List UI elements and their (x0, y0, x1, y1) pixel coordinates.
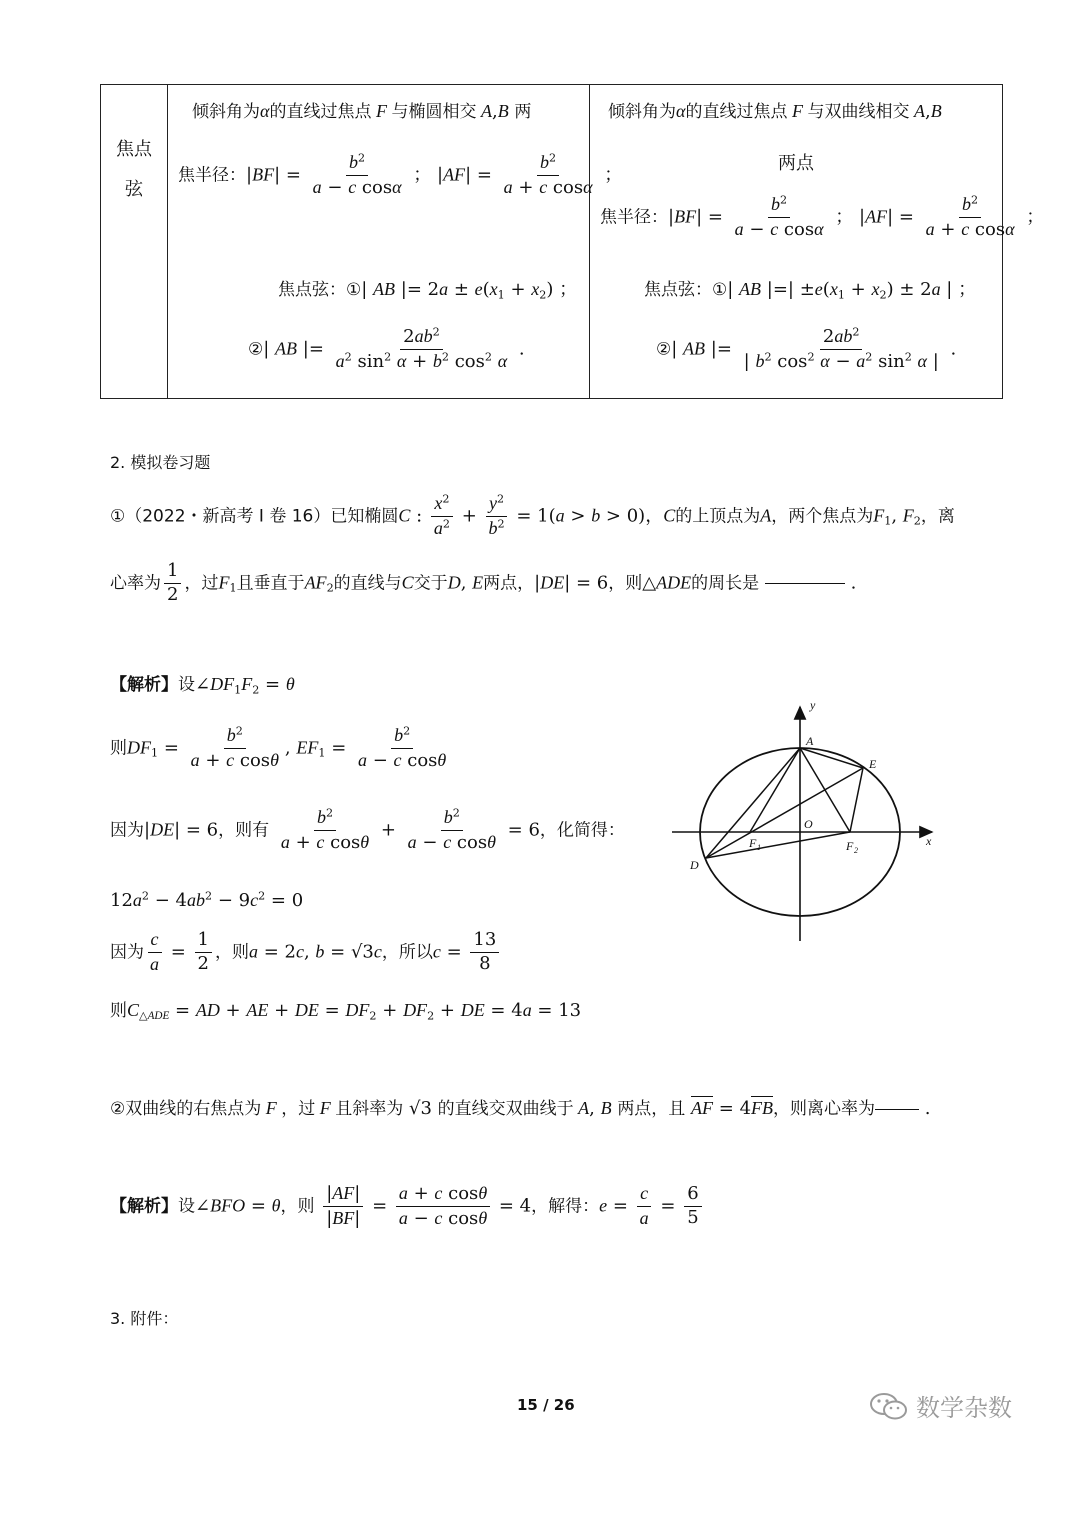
watermark (868, 1388, 1012, 1423)
row-label-1: 焦点 (116, 139, 152, 160)
hyperbola-focal-radius: 焦半径：|BF| = $\frac{b^2}{\text{a − c cosα}}$ ； |AF| = $\frac{b^2}{\text{a + c cosα}}$ ； (600, 193, 1045, 240)
label-y: y (810, 698, 816, 712)
ellipse-figure (660, 695, 950, 945)
label-F2-sub: 2 (854, 846, 858, 855)
label-F1: F (749, 836, 757, 850)
label-x: x (926, 834, 932, 848)
analysis1-line6: 则$C_{\triangle ADE}$ = AD + AE + DE = $DF_2 + DF_2$ + DE = 4a = 13 (110, 1000, 582, 1023)
focal-chord-table (100, 84, 1045, 399)
ellipse-chord-2: ②| AB |= $\frac{2ab^2}{a^2 \sin^2 \alpha + b^2 \cos^2 \alpha}$ . (248, 325, 525, 372)
question1-line2: 心率为 $\frac{1}{2}$ ，过$F_1$且垂直于$AF_2$的直线与C交于D, E两点，|DE| = 6，则△ADE的周长是 . (110, 560, 857, 605)
analysis2-line: 【解析】设∠BFO = θ，则 $\frac{|AF|}{|BF|}$ = $\frac{\text{a + c cosθ}}{\text{a − c cosθ}}$ = 4，解得：e = $\frac{c}{a}$ = $\frac{6}{5}$ (110, 1184, 705, 1229)
analysis1-line4: $12a^2 - 4ab^2 - 9c^2 = 0$ (110, 889, 304, 911)
answer-blank-2[interactable] (875, 1108, 919, 1110)
hyperbola-heading-line2: 两点 (778, 153, 814, 174)
hyperbola-chord-1: 焦点弦：①| AB |=| $\pm e(x_1 + x_2) \pm 2a$ | ； (644, 279, 977, 302)
label-F2: F (846, 839, 854, 853)
wechat-icon (868, 1390, 910, 1422)
watermark-text: 数学杂数 (916, 1394, 1012, 1422)
ellipse-heading: 倾斜角为α的直线过焦点 F 与椭圆相交 A,B 两 (192, 101, 532, 122)
ellipse-focal-radius: 焦半径：|BF| = $\frac{b^2}{\text{a − c cosα}}$ ； |AF| = $\frac{b^2}{\text{a + c cosα}}$ ； (178, 151, 623, 198)
label-F1-sub: 1 (757, 843, 761, 852)
ellipse-chord-1: 焦点弦：①| AB |= $2a \pm e(x_1 + x_2)$ ； (278, 279, 578, 302)
hyperbola-cell (590, 85, 1045, 399)
section2-title: 2. 模拟卷习题 (110, 453, 211, 472)
hyperbola-heading: 倾斜角为α的直线过焦点 F 与双曲线相交 A,B (608, 101, 942, 122)
label-D: D (690, 858, 699, 872)
question1-line1: ①（2022・新高考 I 卷 16）已知椭圆C : $\frac{x^2}{a^2}$ + $\frac{y^2}{b^2}$ = 1(a > b > 0)，C的上顶点为A，两个焦点为$F_1$, $F_2$，离 (110, 492, 955, 538)
analysis1-line3: 因为|DE| = 6，则有 $\frac{b^2}{\text{a + c cosθ}}$ + $\frac{b^2}{\text{a − c cosθ}}$ = 6，化简得： (110, 806, 625, 853)
question2-line: ②双曲线的右焦点为 F ，过 F 且斜率为 √3 的直线交双曲线于 A, B 两点，且 AF = 4FB，则离心率为 . (110, 1098, 931, 1119)
label-A: A (806, 734, 814, 748)
analysis1-line5: 因为 $\frac{c}{a}$ = $\frac{1}{2}$ ，则a = 2c, b = √3c，所以c = $\frac{13}{8}$ (110, 930, 502, 975)
hyperbola-chord-2: ②| AB |= $\frac{2ab^2}{| b^2 \cos^2 \alpha - a^2 \sin^2 \alpha |}$ . (656, 325, 957, 372)
triangle-lines (706, 748, 863, 858)
row-label-2: 弦 (125, 179, 143, 200)
answer-blank-1[interactable] (765, 582, 845, 584)
row-label-cell (101, 85, 168, 399)
analysis1-line2: 则$DF_1$ = $\frac{b^2}{\text{a + c cosθ}}$ , $EF_1$ = $\frac{b^2}{\text{a − c cosθ}}$ (110, 724, 447, 771)
label-O: O (804, 817, 813, 831)
analysis1-line1: 【解析】设$\angle DF_1F_2 = \theta$ (110, 674, 295, 697)
ellipse-cell (168, 85, 623, 399)
page-number: 15 / 26 (517, 1396, 575, 1414)
label-E: E (869, 757, 877, 771)
section3-title: 3. 附件： (110, 1309, 179, 1328)
